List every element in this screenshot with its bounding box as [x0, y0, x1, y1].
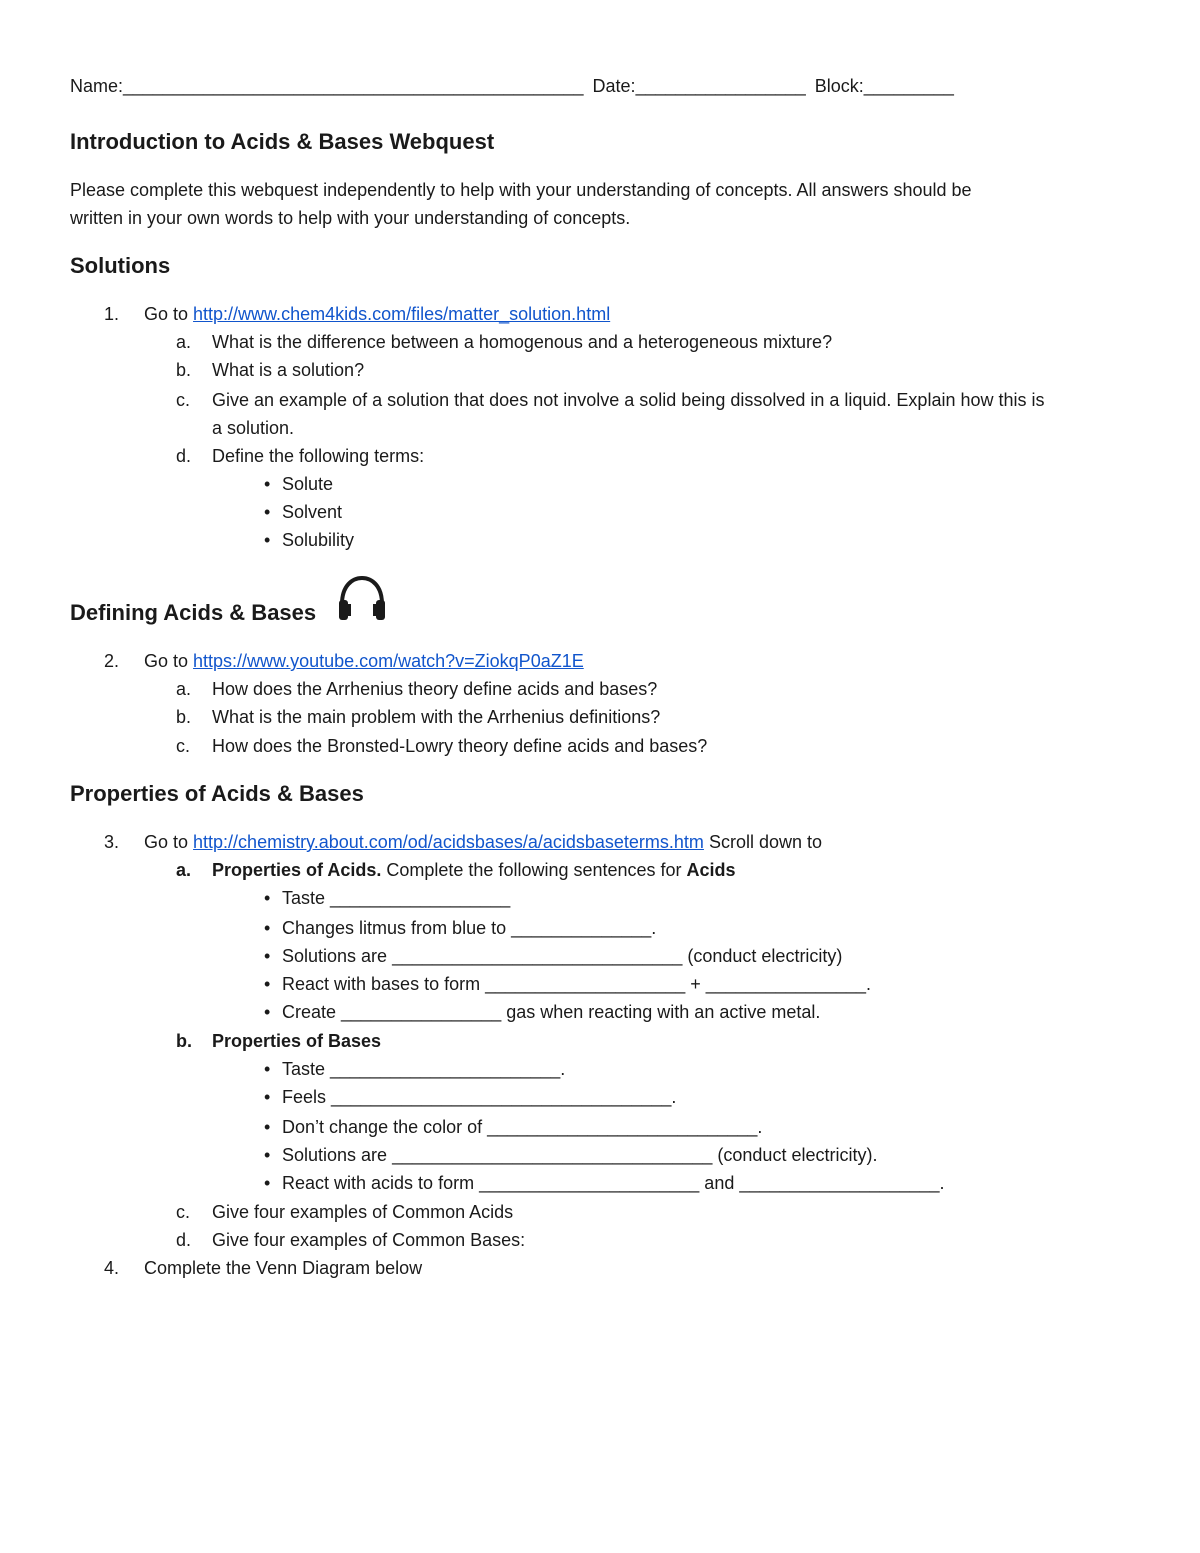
- item-letter: a.: [176, 860, 192, 880]
- list-item: [176, 706, 660, 728]
- term-text: Solvent: [282, 502, 343, 522]
- property-text: React with bases to form ____________________ + ________________.: [282, 974, 871, 994]
- block-label: Block:: [814, 76, 864, 96]
- property-text: Don’t change the color of ___________________________.: [282, 1117, 763, 1137]
- chemistry-about-link[interactable]: http://chemistry.about.com/od/acidsbases/a/acidsbaseterms.htm: [193, 832, 704, 852]
- item-letter: c.: [176, 1202, 191, 1222]
- property-text: React with acids to form ______________________ and ____________________.: [282, 1173, 945, 1193]
- item-text: Give four examples of Common Bases:: [212, 1230, 526, 1250]
- item-text: Give an example of a solution that does not involve a solid being dissolved in a liquid. Explain how this is: [212, 390, 1045, 410]
- name-blank[interactable]: ______________________________________________: [123, 76, 584, 96]
- intro-line-2: written in your own words to help with your understanding of concepts.: [70, 208, 631, 228]
- block-blank[interactable]: _________: [863, 76, 954, 96]
- list-item-bases: [176, 1030, 381, 1052]
- list-item: [176, 678, 657, 700]
- question-2: [104, 650, 584, 672]
- date-blank[interactable]: _________________: [635, 76, 806, 96]
- term-text: Solute: [282, 474, 334, 494]
- item-text: Define the following terms:: [212, 446, 425, 466]
- acid-property: [264, 973, 871, 995]
- property-text: Changes litmus from blue to ______________.: [282, 918, 657, 938]
- bullet-icon: •: [264, 1002, 271, 1022]
- property-text: Solutions are _____________________________ (conduct electricity): [282, 946, 843, 966]
- name-label: Name:: [70, 76, 124, 96]
- property-text: Feels __________________________________.: [282, 1087, 677, 1107]
- question-1: [104, 303, 610, 325]
- question-prefix: Go to: [144, 304, 194, 324]
- acid-property: [264, 887, 510, 909]
- list-item-continuation: [176, 417, 294, 439]
- property-text: Taste __________________: [282, 888, 511, 908]
- term-item: [264, 501, 342, 523]
- acids-word: Acids: [686, 860, 736, 880]
- bullet-icon: •: [264, 918, 271, 938]
- list-item: [176, 389, 1045, 411]
- bases-heading: Properties of Bases: [212, 1031, 382, 1051]
- item-letter: b.: [176, 1031, 192, 1051]
- item-letter: b.: [176, 707, 192, 727]
- item-text: Give four examples of Common Acids: [212, 1202, 514, 1222]
- list-item: [176, 1201, 513, 1223]
- question-number: 4.: [104, 1258, 120, 1278]
- bullet-icon: •: [264, 1087, 271, 1107]
- item-letter: b.: [176, 360, 192, 380]
- question-4: [104, 1257, 422, 1279]
- bullet-icon: •: [264, 474, 271, 494]
- bullet-icon: •: [264, 1059, 271, 1079]
- student-info-row: [70, 75, 954, 97]
- acid-property: [264, 1001, 820, 1023]
- property-text: Solutions are ________________________________ (conduct electricity).: [282, 1145, 878, 1165]
- section-heading-defining: Defining Acids & Bases: [70, 600, 317, 625]
- item-text: What is the difference between a homogenous and a heterogeneous mixture?: [212, 332, 833, 352]
- bullet-icon: •: [264, 530, 271, 550]
- term-text: Solubility: [282, 530, 355, 550]
- question-3: [104, 831, 822, 853]
- item-letter: d.: [176, 1230, 192, 1250]
- bullet-icon: •: [264, 1173, 271, 1193]
- bullet-icon: •: [264, 502, 271, 522]
- item-text: What is a solution?: [212, 360, 365, 380]
- base-property: [264, 1086, 676, 1108]
- bullet-icon: •: [264, 1145, 271, 1165]
- acid-property: [264, 917, 656, 939]
- bullet-icon: •: [264, 946, 271, 966]
- bullet-icon: •: [264, 888, 271, 908]
- base-property: [264, 1144, 877, 1166]
- section-heading-properties: Properties of Acids & Bases: [70, 781, 364, 806]
- intro-line-1: Please complete this webquest independently to help with your understanding of concepts. All answers should be: [70, 180, 972, 200]
- question-number: 3.: [104, 832, 120, 852]
- item-text: a solution.: [212, 418, 295, 438]
- term-item: [264, 473, 333, 495]
- term-item: [264, 529, 354, 551]
- list-item: [176, 331, 832, 353]
- acids-instruction: Complete the following sentences for: [381, 860, 687, 880]
- page-title: Introduction to Acids & Bases Webquest: [70, 129, 495, 154]
- property-text: Taste _______________________.: [282, 1059, 566, 1079]
- base-property: [264, 1058, 565, 1080]
- item-text: How does the Arrhenius theory define acids and bases?: [212, 679, 658, 699]
- question-prefix: Go to: [144, 651, 194, 671]
- bullet-icon: •: [264, 974, 271, 994]
- question-prefix: Go to: [144, 832, 194, 852]
- question-text: Complete the Venn Diagram below: [144, 1258, 423, 1278]
- date-label: Date:: [592, 76, 636, 96]
- section-heading-solutions: Solutions: [70, 253, 171, 278]
- base-property: [264, 1172, 945, 1194]
- question-number: 2.: [104, 651, 120, 671]
- chem4kids-link[interactable]: http://www.chem4kids.com/files/matter_solution.html: [193, 304, 611, 324]
- acid-property: [264, 945, 842, 967]
- item-letter: c.: [176, 736, 191, 756]
- list-item: [176, 1229, 525, 1251]
- question-number: 1.: [104, 304, 120, 324]
- list-item: [176, 359, 364, 381]
- item-text: What is the main problem with the Arrhenius definitions?: [212, 707, 661, 727]
- youtube-link[interactable]: https://www.youtube.com/watch?v=ZiokqP0aZ1E: [193, 651, 584, 671]
- list-item: [176, 735, 707, 757]
- item-letter: d.: [176, 446, 192, 466]
- item-text: How does the Bronsted-Lowry theory define acids and bases?: [212, 736, 708, 756]
- question-suffix: Scroll down to: [703, 832, 822, 852]
- acids-heading: Properties of Acids.: [212, 860, 382, 880]
- property-text: Create ________________ gas when reacting with an active metal.: [282, 1002, 821, 1022]
- bullet-icon: •: [264, 1117, 271, 1137]
- item-letter: a.: [176, 679, 192, 699]
- base-property: [264, 1116, 762, 1138]
- item-letter: a.: [176, 332, 192, 352]
- list-item: [176, 445, 424, 467]
- item-letter: c.: [176, 390, 191, 410]
- list-item-acids: [176, 859, 736, 881]
- headphones-icon: [336, 574, 388, 622]
